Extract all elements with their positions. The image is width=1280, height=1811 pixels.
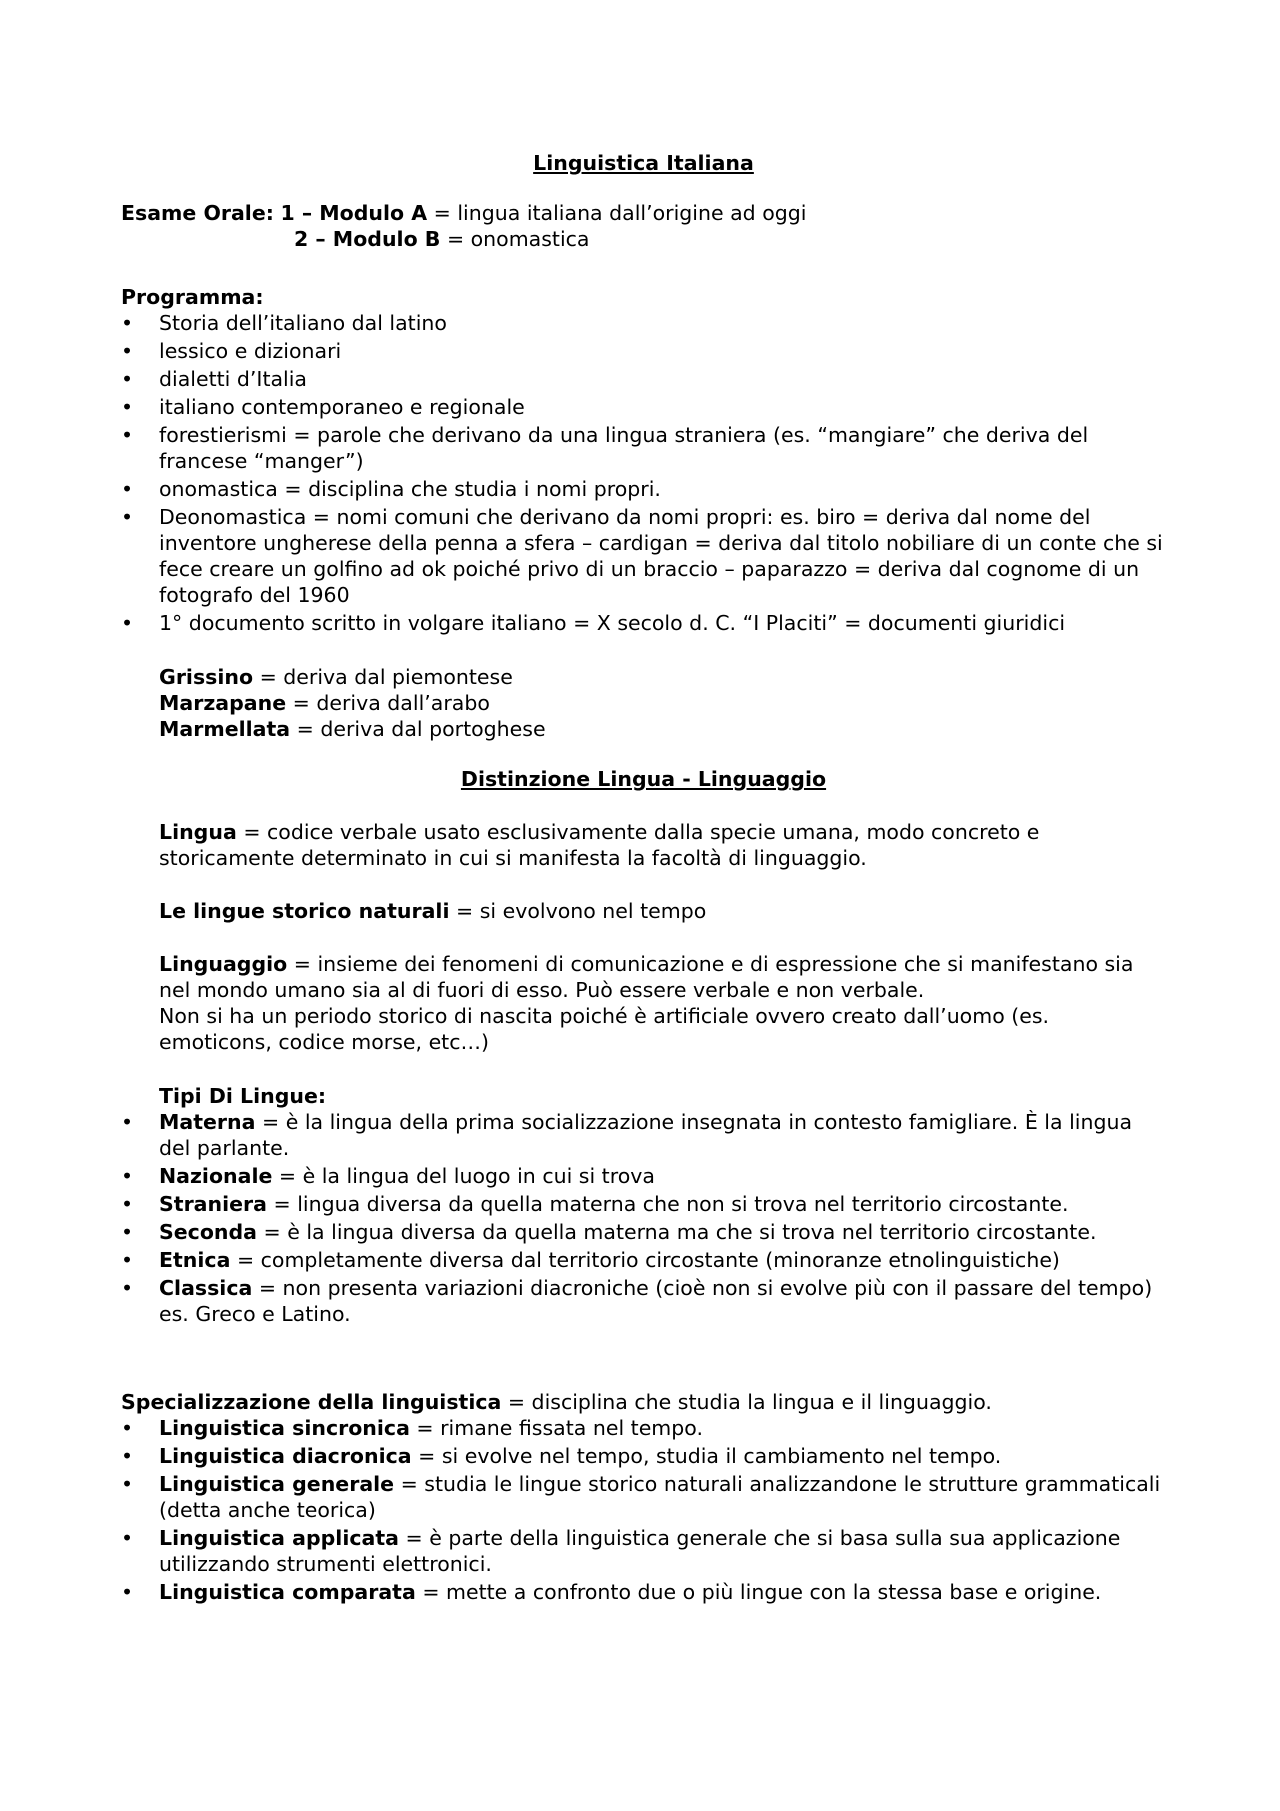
- storico-term: Le lingue storico naturali: [159, 899, 450, 923]
- storico-definition: [121, 898, 1166, 924]
- exam-label: Esame Orale:: [121, 201, 274, 225]
- tipo-term: Classica: [159, 1276, 253, 1300]
- linguistica-text: = rimane fissata nel tempo.: [409, 1416, 703, 1440]
- specializzazione-text: = disciplina che studia la lingua e il linguaggio.: [501, 1390, 992, 1414]
- linguistica-term: Linguistica applicata: [159, 1526, 399, 1550]
- exam-module-b: 2 – Modulo B: [294, 227, 441, 251]
- list-item: [121, 1415, 1166, 1441]
- list-item: [121, 1109, 1166, 1161]
- list-item: • italiano contemporaneo e regionale: [121, 394, 1166, 420]
- specializzazione-term: Specializzazione della linguistica: [121, 1390, 502, 1414]
- distinzione-title: Distinzione Lingua - Linguaggio: [460, 767, 827, 791]
- etymology-word: Grissino: [159, 665, 254, 689]
- list-item: [121, 1191, 1166, 1217]
- list-item: [121, 1471, 1166, 1523]
- linguistica-term: Linguistica generale: [159, 1472, 395, 1496]
- linguistica-text: = si evolve nel tempo, studia il cambiamento nel tempo.: [411, 1444, 1002, 1468]
- etymology-text: = deriva dal piemontese: [253, 665, 513, 689]
- tipo-text: = non presenta variazioni diacroniche (cioè non si evolve più con il passare del tempo) es. Greco e Latino.: [159, 1276, 1153, 1326]
- etymology-word: Marzapane: [159, 691, 287, 715]
- linguaggio-definition: [121, 951, 1166, 1055]
- tipo-term: Nazionale: [159, 1164, 273, 1188]
- lingua-term: Lingua: [159, 820, 237, 844]
- list-item: [121, 1525, 1166, 1577]
- list-item: [121, 1275, 1166, 1327]
- storico-text: = si evolvono nel tempo: [449, 899, 707, 923]
- programma-list: [121, 310, 1166, 636]
- etymology-text: = deriva dall’arabo: [286, 691, 490, 715]
- tipi-heading: Tipi Di Lingue:: [159, 1084, 327, 1108]
- etymology-text: = deriva dal portoghese: [290, 717, 546, 741]
- exam-module-a-text: = lingua italiana dall’origine ad oggi: [427, 201, 807, 225]
- list-item: • dialetti d’Italia: [121, 366, 1166, 392]
- exam-row-2: [121, 226, 1166, 252]
- list-item: [121, 1219, 1166, 1245]
- list-item: • 1° documento scritto in volgare italiano = X secolo d. C. “I Placiti” = documenti giuridici: [121, 610, 1166, 636]
- page-title: Linguistica Italiana: [533, 151, 754, 175]
- list-item: • Storia dell’italiano dal latino: [121, 310, 1166, 336]
- linguaggio-text: = insieme dei fenomeni di comunicazione e di espressione che si manifestano sia nel mondo umano sia al di fuori di esso. Può essere verbale e non verbale.: [159, 952, 1134, 1002]
- linguaggio-term: Linguaggio: [159, 952, 288, 976]
- list-item: • lessico e dizionari: [121, 338, 1166, 364]
- linguistica-text: = mette a confronto due o più lingue con la stessa base e origine.: [415, 1580, 1102, 1604]
- lingua-definition: [121, 819, 1166, 871]
- exam-block: [121, 200, 1166, 252]
- tipi-list: [121, 1109, 1166, 1327]
- tipo-term: Seconda: [159, 1220, 258, 1244]
- etymology-item: [159, 690, 1166, 716]
- exam-module-b-text: = onomastica: [440, 227, 590, 251]
- etymology-word: Marmellata: [159, 717, 291, 741]
- linguistica-list: [121, 1415, 1166, 1605]
- tipo-text: = è la lingua della prima socializzazione insegnata in contesto famigliare. È la lingua del parlante.: [159, 1110, 1133, 1160]
- list-item: [121, 1247, 1166, 1273]
- linguistica-text: = studia le lingue storico naturali analizzandone le strutture grammaticali (detta anche teorica): [159, 1472, 1161, 1522]
- linguistica-text: = è parte della linguistica generale che si basa sulla sua applicazione utilizzando strumenti elettronici.: [159, 1526, 1121, 1576]
- list-item: [121, 1579, 1166, 1605]
- list-item: • forestierismi = parole che derivano da una lingua straniera (es. “mangiare” che deriva del francese “manger”): [121, 422, 1166, 474]
- linguistica-term: Linguistica diacronica: [159, 1444, 412, 1468]
- programma-heading: Programma:: [121, 285, 264, 309]
- tipo-text: = completamente diversa dal territorio circostante (minoranze etnolinguistiche): [230, 1248, 1060, 1272]
- tipo-term: Straniera: [159, 1192, 267, 1216]
- list-item: [121, 1443, 1166, 1469]
- lingua-text: = codice verbale usato esclusivamente dalla specie umana, modo concreto e storicamente determinato in cui si manifesta la facoltà di linguaggio.: [159, 820, 1040, 870]
- list-item: • onomastica = disciplina che studia i nomi propri.: [121, 476, 1166, 502]
- specializzazione-definition: [121, 1389, 1166, 1415]
- exam-row-1: [121, 200, 1166, 226]
- list-item: • Deonomastica = nomi comuni che derivano da nomi propri: es. biro = deriva dal nome del inventore ungherese della penna a sfera – cardigan = deriva dal titolo nobiliare di un conte che si fece creare un golfino ad ok poiché privo di un braccio – paparazzo = deriva dal cognome di un fotografo del 1960: [121, 504, 1166, 608]
- tipo-text: = è la lingua diversa da quella materna ma che si trova nel territorio circostante.: [257, 1220, 1097, 1244]
- etymology-item: [159, 664, 1166, 690]
- exam-module-a: 1 – Modulo A: [280, 201, 428, 225]
- tipo-term: Materna: [159, 1110, 256, 1134]
- tipo-term: Etnica: [159, 1248, 231, 1272]
- tipo-text: = lingua diversa da quella materna che non si trova nel territorio circostante.: [266, 1192, 1069, 1216]
- document-page: [121, 150, 1166, 1607]
- linguistica-term: Linguistica sincronica: [159, 1416, 410, 1440]
- tipo-text: = è la lingua del luogo in cui si trova: [272, 1164, 655, 1188]
- etymology-item: [159, 716, 1166, 742]
- list-item: [121, 1163, 1166, 1189]
- etymology-block: [121, 664, 1166, 742]
- linguistica-term: Linguistica comparata: [159, 1580, 416, 1604]
- linguaggio-extra: Non si ha un periodo storico di nascita poiché è artificiale ovvero creato dall’uomo (es. emoticons, codice morse, etc…): [159, 1004, 1050, 1054]
